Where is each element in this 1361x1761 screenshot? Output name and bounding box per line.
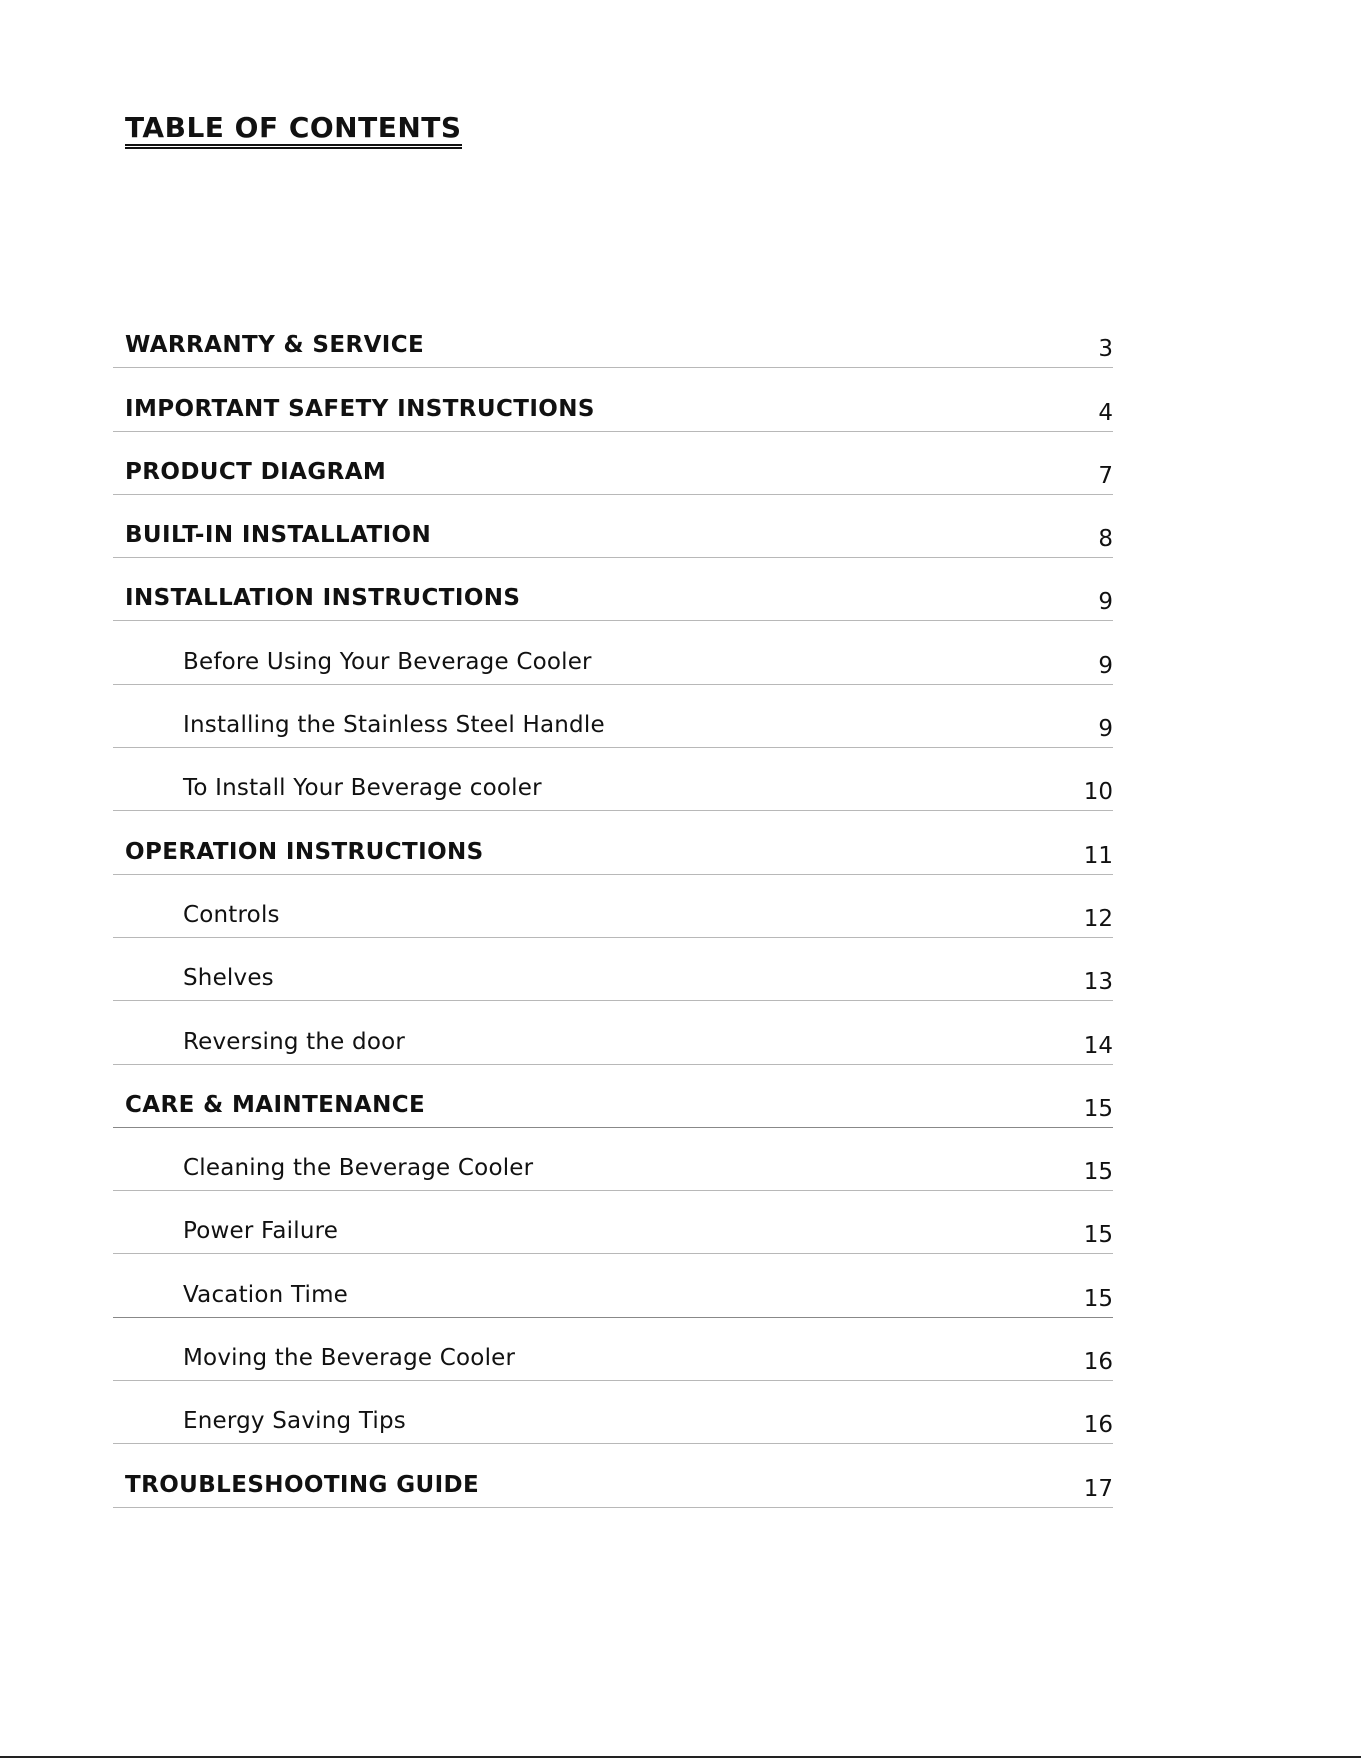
toc-entry-page-number: 13 bbox=[1083, 969, 1113, 996]
toc-entry-label: Vacation Time bbox=[183, 1281, 349, 1308]
toc-entry-label: To Install Your Beverage cooler bbox=[183, 775, 542, 802]
toc-entry-label: CARE & MAINTENANCE bbox=[125, 1091, 426, 1118]
toc-entry-built-in-installation[interactable] bbox=[113, 495, 1113, 558]
page-bottom-rule bbox=[0, 1756, 1361, 1758]
toc-entry-installing-handle[interactable] bbox=[113, 685, 1113, 748]
toc-entry-page-number: 11 bbox=[1083, 842, 1113, 869]
toc-entry-installation-instructions[interactable] bbox=[113, 558, 1113, 621]
toc-entry-label: BUILT-IN INSTALLATION bbox=[125, 522, 432, 549]
toc-entry-label: INSTALLATION INSTRUCTIONS bbox=[125, 585, 521, 612]
toc-entry-label: Reversing the door bbox=[183, 1028, 406, 1055]
toc-entry-label: TROUBLESHOOTING GUIDE bbox=[125, 1471, 480, 1498]
toc-entry-warranty-service[interactable] bbox=[113, 305, 1113, 368]
toc-entry-operation-instructions[interactable] bbox=[113, 811, 1113, 874]
toc-entry-page-number: 15 bbox=[1083, 1285, 1113, 1312]
toc-entry-page-number: 4 bbox=[1098, 399, 1113, 426]
toc-entry-page-number: 15 bbox=[1083, 1159, 1113, 1186]
toc-list bbox=[113, 305, 1113, 1508]
toc-entry-vacation-time[interactable] bbox=[113, 1254, 1113, 1317]
toc-entry-shelves[interactable] bbox=[113, 938, 1113, 1001]
toc-entry-page-number: 9 bbox=[1098, 589, 1113, 616]
toc-entry-product-diagram[interactable] bbox=[113, 432, 1113, 495]
toc-entry-label: Power Failure bbox=[183, 1218, 339, 1245]
toc-entry-page-number: 7 bbox=[1098, 462, 1113, 489]
toc-entry-page-number: 15 bbox=[1083, 1095, 1113, 1122]
toc-entry-power-failure[interactable] bbox=[113, 1191, 1113, 1254]
toc-entry-label: Energy Saving Tips bbox=[183, 1408, 406, 1435]
toc-entry-page-number: 16 bbox=[1083, 1412, 1113, 1439]
toc-entry-page-number: 15 bbox=[1083, 1222, 1113, 1249]
toc-entry-page-number: 16 bbox=[1083, 1349, 1113, 1376]
toc-entry-label: Shelves bbox=[183, 965, 274, 992]
toc-entry-controls[interactable] bbox=[113, 875, 1113, 938]
toc-entry-label: IMPORTANT SAFETY INSTRUCTIONS bbox=[125, 395, 595, 422]
toc-entry-moving[interactable] bbox=[113, 1318, 1113, 1381]
toc-entry-energy-saving-tips[interactable] bbox=[113, 1381, 1113, 1444]
toc-entry-important-safety-instructions[interactable] bbox=[113, 368, 1113, 431]
toc-entry-page-number: 10 bbox=[1083, 779, 1113, 806]
toc-entry-to-install[interactable] bbox=[113, 748, 1113, 811]
toc-entry-label: WARRANTY & SERVICE bbox=[125, 332, 425, 359]
toc-entry-label: Installing the Stainless Steel Handle bbox=[183, 712, 605, 739]
page-title: TABLE OF CONTENTS bbox=[125, 114, 462, 149]
toc-entry-reversing-door[interactable] bbox=[113, 1001, 1113, 1064]
toc-entry-page-number: 8 bbox=[1098, 526, 1113, 553]
toc-entry-page-number: 9 bbox=[1098, 652, 1113, 679]
toc-entry-page-number: 17 bbox=[1083, 1475, 1113, 1502]
toc-entry-before-using[interactable] bbox=[113, 621, 1113, 684]
toc-entry-label: OPERATION INSTRUCTIONS bbox=[125, 838, 484, 865]
toc-entry-page-number: 12 bbox=[1083, 905, 1113, 932]
toc-entry-page-number: 14 bbox=[1083, 1032, 1113, 1059]
toc-entry-label: Cleaning the Beverage Cooler bbox=[183, 1155, 534, 1182]
toc-entry-page-number: 9 bbox=[1098, 716, 1113, 743]
toc-entry-label: Before Using Your Beverage Cooler bbox=[183, 648, 592, 675]
toc-entry-cleaning[interactable] bbox=[113, 1128, 1113, 1191]
toc-entry-label: PRODUCT DIAGRAM bbox=[125, 458, 387, 485]
toc-entry-label: Controls bbox=[183, 901, 280, 928]
toc-entry-label: Moving the Beverage Cooler bbox=[183, 1345, 516, 1372]
toc-entry-page-number: 3 bbox=[1098, 336, 1113, 363]
toc-entry-troubleshooting-guide[interactable] bbox=[113, 1444, 1113, 1507]
toc-entry-care-maintenance[interactable] bbox=[113, 1065, 1113, 1128]
